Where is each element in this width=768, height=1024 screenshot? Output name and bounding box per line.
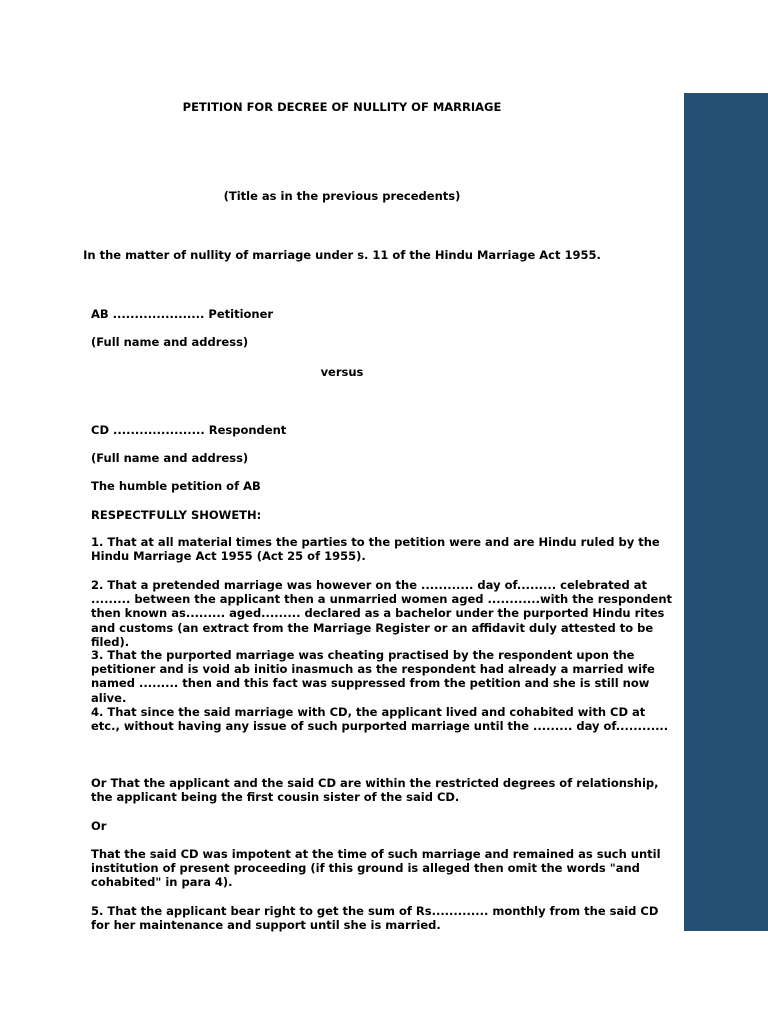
petitioner-details: (Full name and address) [91, 335, 249, 349]
paragraph-or-relationship: Or That the applicant and the said CD are within the restricted degrees of relationship, the applicant being the first cousin sister of the said CD. [91, 776, 659, 805]
document-subtitle: (Title as in the previous precedents) [223, 189, 461, 203]
showeth-heading: RESPECTFULLY SHOWETH: [91, 508, 262, 522]
paragraph-2: 2. That a pretended marriage was however on the ............ day of......... celebrated at ......... between the applicant then a unmarried women aged ............with the respondent then known as......... aged......... declared as a bachelor under the purported Hindu rites and customs (an extract from the Marriage Register or an affidavit duly attested to be filed). [91, 578, 673, 649]
respondent-details: (Full name and address) [91, 451, 249, 465]
paragraph-1: 1. That at all material times the parties to the petition were and are Hindu ruled by the Hindu Marriage Act 1955 (Act 25 of 1955). [91, 535, 660, 564]
paragraph-5: 5. That the applicant bear right to get the sum of Rs............. monthly from the said CD for her maintenance and support until she is married. [91, 904, 659, 933]
paragraph-4: 4. That since the said marriage with CD, the applicant lived and cohabited with CD at etc., without having any issue of such purported marriage until the ......... day of............ [91, 705, 669, 734]
document-title: PETITION FOR DECREE OF NULLITY OF MARRIAGE [182, 100, 502, 114]
paragraph-or: Or [91, 819, 107, 833]
versus-label: versus [320, 365, 364, 379]
matter-line: In the matter of nullity of marriage under s. 11 of the Hindu Marriage Act 1955. [83, 248, 601, 262]
paragraph-3: 3. That the purported marriage was cheating practised by the respondent upon the petitioner and is void ab initio inasmuch as the respondent had already a married wife named ......... then and this fact was suppressed from the petition and she is still now alive. [91, 648, 655, 705]
sidebar-panel [684, 93, 768, 931]
humble-petition-line: The humble petition of AB [91, 479, 261, 493]
paragraph-impotent: That the said CD was impotent at the time of such marriage and remained as such until institution of present proceeding (if this ground is alleged then omit the words "and cohabited" in para 4). [91, 847, 661, 890]
respondent-line: CD ..................... Respondent [91, 423, 287, 437]
petitioner-line: AB ..................... Petitioner [91, 307, 274, 321]
